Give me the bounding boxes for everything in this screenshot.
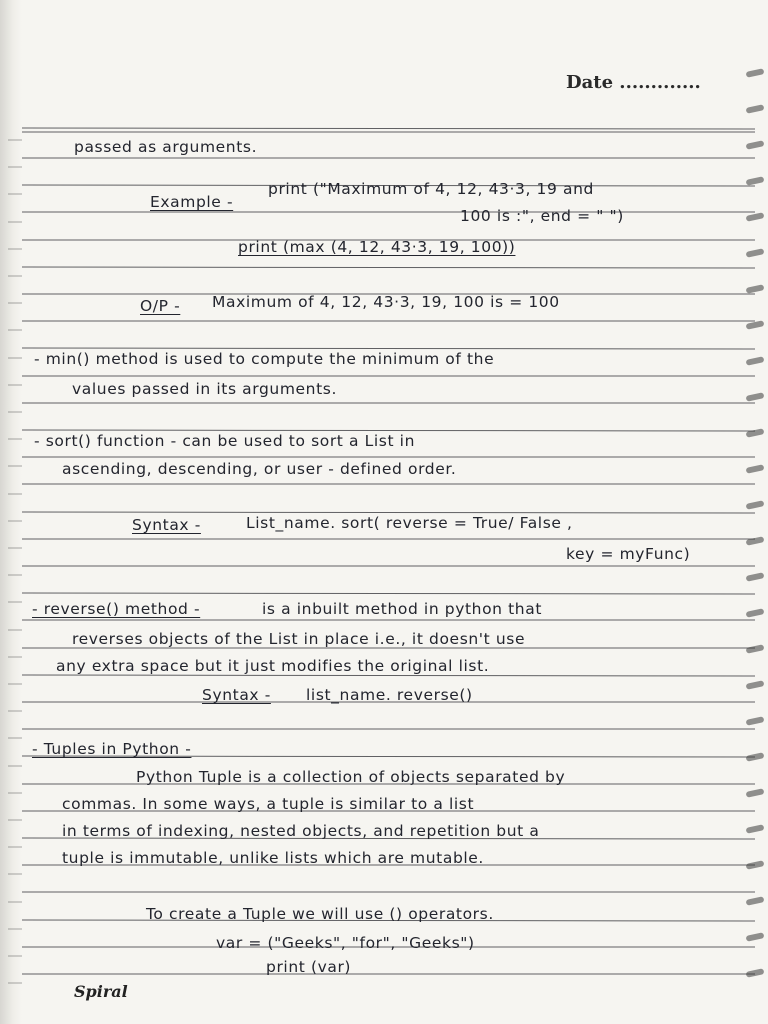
date-label: Date ............. [566, 72, 701, 93]
note-line-8: - sort() function - can be used to sort a List in [34, 432, 415, 450]
note-line-18: commas. In some ways, a tuple is similar to a list [62, 795, 475, 813]
example-label: Example - [150, 193, 234, 211]
note-line-11: key = myFunc) [566, 545, 691, 563]
rule-line [22, 348, 755, 349]
note-line-23: print (var) [266, 958, 352, 976]
syntax-label-1: Syntax - [132, 516, 201, 534]
note-line-3: 100 is :", end = " ") [460, 207, 624, 225]
brand-logo: Spiral [74, 982, 128, 1001]
reverse-method-heading: - reverse() method - [32, 600, 201, 618]
note-line-2: print ("Maximum of 4, 12, 43·3, 19 and [268, 180, 594, 198]
note-line-15: list_name. reverse() [306, 686, 473, 704]
output-label: O/P - [140, 297, 181, 315]
note-line-4: print (max (4, 12, 43·3, 19, 100)) [238, 238, 516, 256]
rule-line [22, 675, 755, 676]
note-line-20: tuple is immutable, unlike lists which are mutable. [62, 849, 484, 867]
note-line-12: is a inbuilt method in python that [262, 600, 543, 618]
note-line-21: To create a Tuple we will use () operators. [146, 905, 494, 923]
rule-line [22, 128, 755, 129]
note-line-19: in terms of indexing, nested objects, and repetition but a [62, 822, 540, 840]
note-line-7: values passed in its arguments. [72, 380, 337, 398]
note-line-5: Maximum of 4, 12, 43·3, 19, 100 is = 100 [212, 293, 560, 311]
tuples-heading: - Tuples in Python - [32, 740, 192, 758]
syntax-label-2: Syntax - [202, 686, 271, 704]
note-line-6: - min() method is used to compute the minimum of the [34, 350, 495, 368]
rule-line [22, 512, 755, 513]
note-line-13: reverses objects of the List in place i.e., it doesn't use [72, 630, 526, 648]
rule-line [22, 593, 755, 594]
note-line-17: Python Tuple is a collection of objects separated by [136, 768, 566, 786]
rule-line [22, 430, 755, 431]
note-line-1: passed as arguments. [74, 138, 258, 156]
note-line-9: ascending, descending, or user - defined order. [62, 460, 457, 478]
note-line-10: List_name. sort( reverse = True/ False , [246, 514, 573, 532]
note-line-22: var = ("Geeks", "for", "Geeks") [216, 934, 475, 952]
note-line-14: any extra space but it just modifies the original list. [56, 657, 490, 675]
rule-line [22, 267, 755, 268]
